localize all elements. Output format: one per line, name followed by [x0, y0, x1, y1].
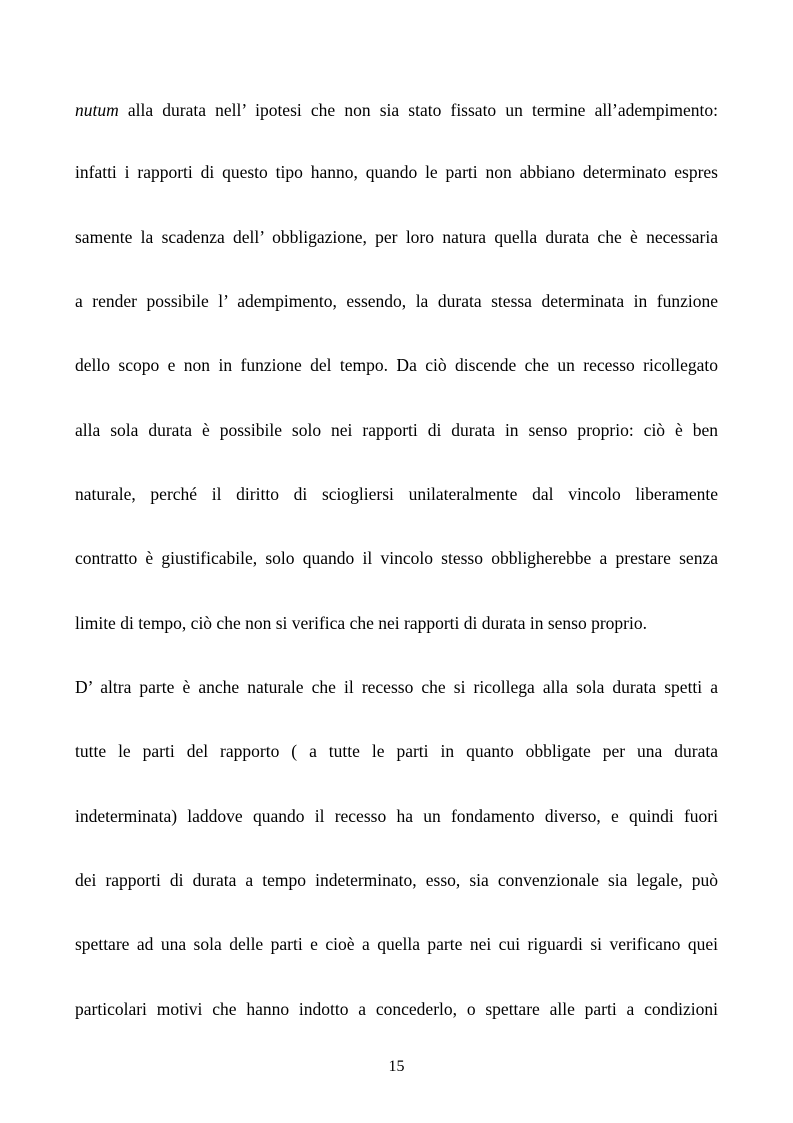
italic-word: nutum [75, 100, 119, 120]
text-line-3: samente la scadenza dell’ obbligazione, per loro natura quella durata che è necessaria [75, 227, 718, 247]
text-line-6: alla sola durata è possibile solo nei rapporti di durata in senso proprio: ciò è ben [75, 420, 718, 440]
text-line-9: limite di tempo, ciò che non si verifica che nei rapporti di durata in senso proprio. [75, 613, 647, 633]
text-line-4: a render possibile l’ adempimento, essendo, la durata stessa determinata in funzione [75, 291, 718, 311]
text-line-10: D’ altra parte è anche naturale che il recesso che si ricollega alla sola durata spetti a [75, 677, 718, 697]
text-line-8: contratto è giustificabile, solo quando il vincolo stesso obbligherebbe a prestare senza [75, 548, 718, 568]
text-line-12: indeterminata) laddove quando il recesso ha un fondamento diverso, e quindi fuori [75, 806, 718, 826]
text-line-13: dei rapporti di durata a tempo indeterminato, esso, sia convenzionale sia legale, può [75, 870, 718, 890]
text-line-1-rest: alla durata nell’ ipotesi che non sia stato fissato un termine all’adempimento: [118, 100, 718, 120]
text-line-5: dello scopo e non in funzione del tempo. Da ciò discende che un recesso ricollegato [75, 355, 718, 375]
text-line-2: infatti i rapporti di questo tipo hanno, quando le parti non abbiano determinato espres [75, 162, 718, 182]
text-line-14: spettare ad una sola delle parti e cioè a quella parte nei cui riguardi si verificano quei [75, 934, 718, 954]
text-line-15: particolari motivi che hanno indotto a concederlo, o spettare alle parti a condizioni [75, 999, 718, 1019]
text-line-7: naturale, perché il diritto di sciogliersi unilateralmente dal vincolo liberamente [75, 484, 718, 504]
page-number: 15 [388, 1058, 405, 1075]
text-line-1 [75, 99, 718, 121]
text-line-11: tutte le parti del rapporto ( a tutte le parti in quanto obbligate per una durata [75, 741, 718, 761]
